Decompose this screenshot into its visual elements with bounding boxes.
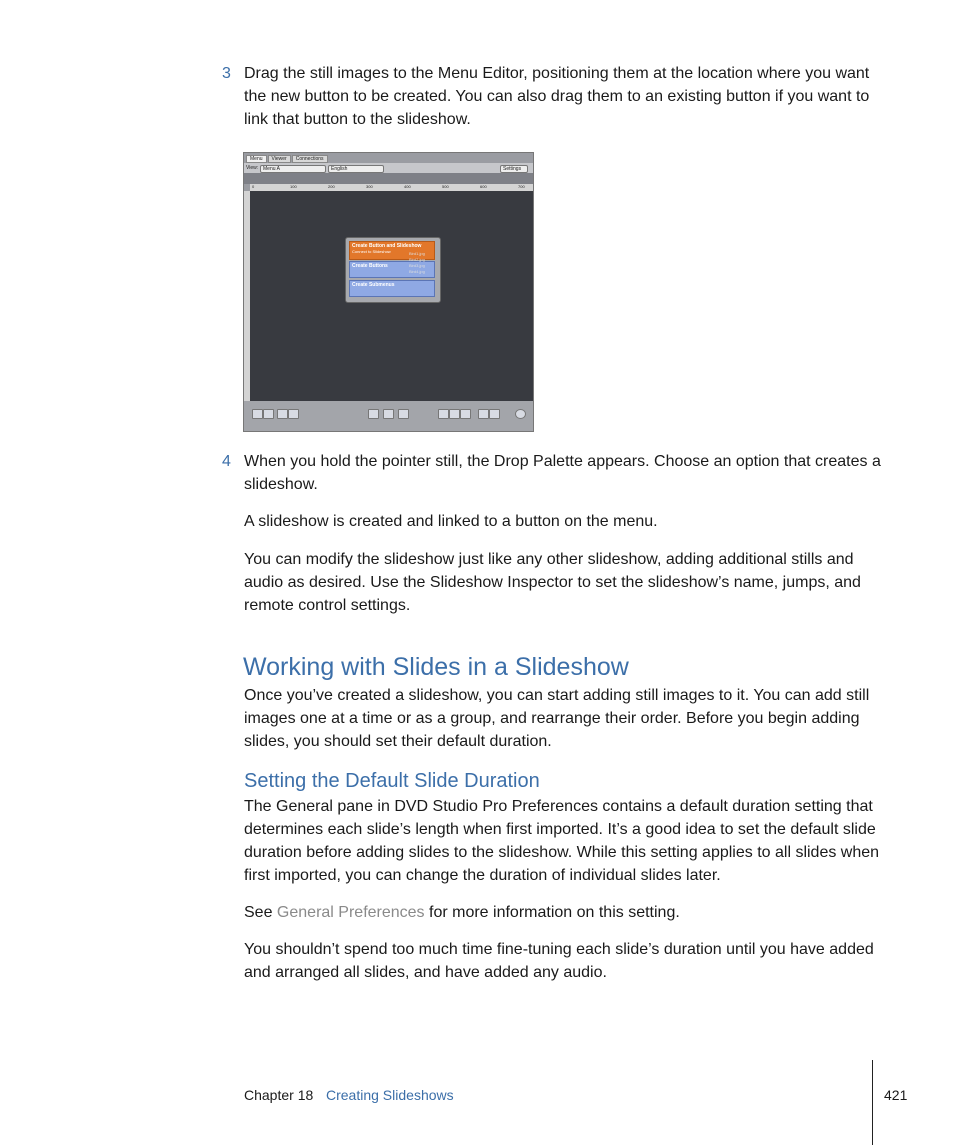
section-heading: Working with Slides in a Slideshow (243, 653, 629, 681)
menu-editor-screenshot (243, 152, 534, 432)
step-number: 3 (222, 65, 231, 82)
view-label: View: (246, 165, 259, 171)
settings-select: Settings (500, 165, 528, 173)
footer-chapter-title[interactable]: Creating Slideshows (326, 1087, 454, 1103)
paragraph: You can modify the slideshow just like any other slideshow, adding additional stills and audio as desired. Use the Slideshow Inspector to set the slideshow’s name, jumps, and remote control settings. (244, 551, 861, 614)
page-number: 421 (884, 1087, 908, 1103)
paragraph: The General pane in DVD Studio Pro Preferences contains a default duration setting that determines each slide’s length when first imported. It’s a good idea to set the default slide duration before adding slides to the slideshow. While this setting applies to all slides when first imported, you can change the duration of individual slides later. (244, 798, 880, 884)
drop-palette (345, 237, 441, 303)
create-submenus-option: Create Submenus (349, 280, 435, 297)
section-intro: Once you’ve created a slideshow, you can start adding still images to it. You can add still images one at a time or as a group, and rearrange their order. Before you begin adding slides, you should set their default duration. (244, 687, 870, 750)
dragged-files: Bird1.jpg Bird2.jpg Bird3.jpg Bird4.jpg (409, 251, 425, 274)
tab-menu: Menu (246, 155, 267, 163)
menu-canvas (250, 191, 533, 401)
subsection-heading: Setting the Default Slide Duration (244, 770, 540, 792)
tab-connections: Connections (292, 155, 328, 163)
footer-divider (872, 1060, 873, 1145)
tab-viewer: Viewer (268, 155, 291, 163)
step-4-text: When you hold the pointer still, the Drop Palette appears. Choose an option that creates a slideshow. (244, 453, 881, 493)
create-button-and-slideshow-option: Create Button and Slideshow Connect to Slideshow (349, 241, 435, 260)
step-number: 4 (222, 453, 231, 470)
horizontal-ruler: 0 100 200 300 400 500 600 700 (250, 184, 533, 192)
general-preferences-link[interactable]: General Preferences (276, 904, 425, 921)
footer-chapter: Chapter 18 (244, 1087, 314, 1103)
create-buttons-option: Create Buttons (349, 261, 435, 278)
language-select: English (328, 165, 384, 173)
paragraph: You shouldn’t spend too much time fine-tuning each slide’s duration until you have added and arranged all slides, and have added any audio. (244, 941, 874, 981)
paragraph: A slideshow is created and linked to a button on the menu. (244, 513, 658, 530)
paragraph: See General Preferences for more information on this setting. (244, 904, 680, 921)
bottom-toolbar (244, 401, 533, 431)
step-3-text: Drag the still images to the Menu Editor, positioning them at the location where you want the new button to be created. You can also drag them to an existing button if you want to link that button to the slideshow. (244, 65, 870, 128)
view-select: Menu A (260, 165, 326, 173)
